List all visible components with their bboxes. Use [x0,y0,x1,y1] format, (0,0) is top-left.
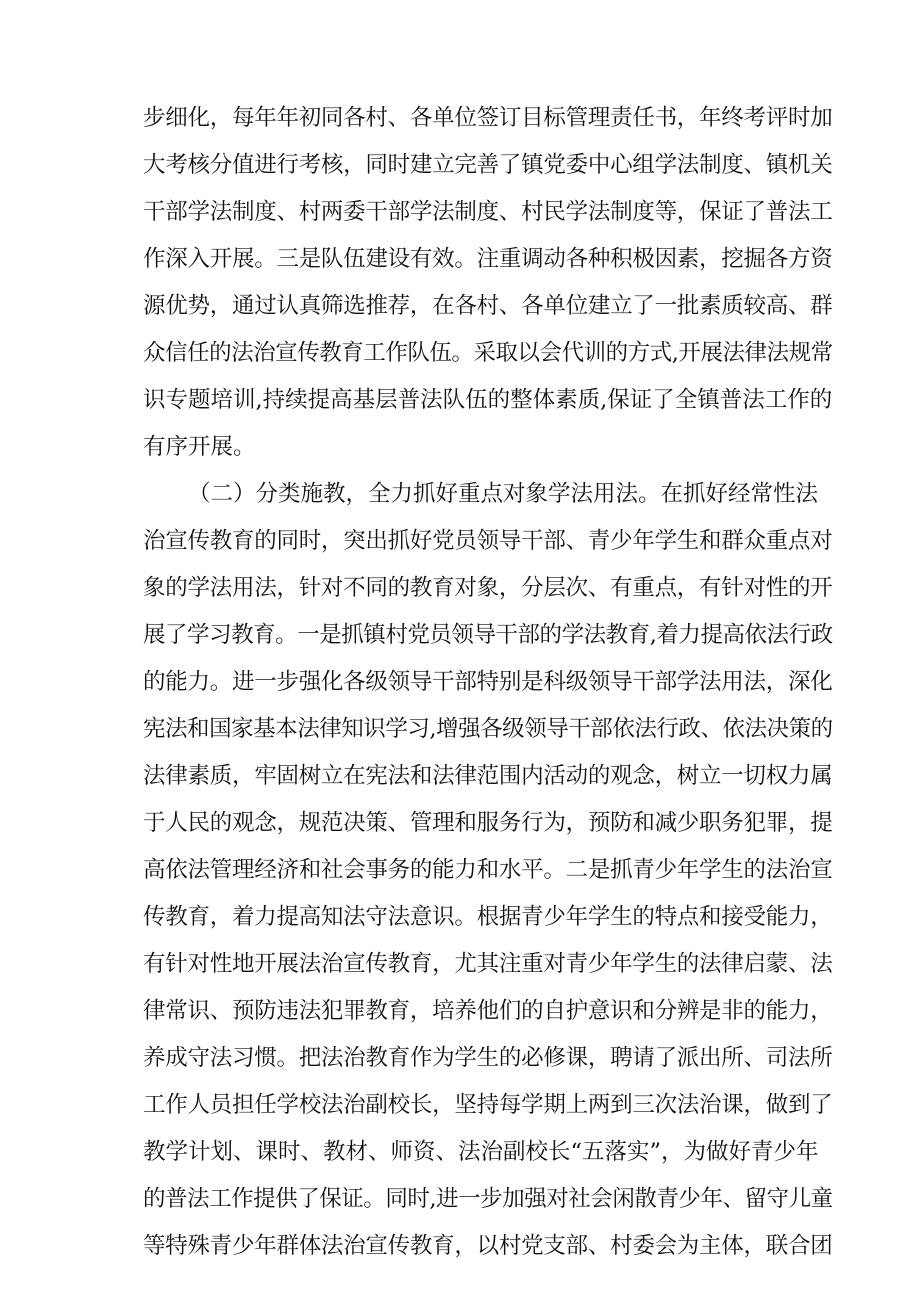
text-line: 有针对性地开展法治宣传教育，尤其注重对青少年学生的法律启蒙、法 [143,951,833,977]
text-line: 养成守法习惯。把法治教育作为学生的必修课，聘请了派出所、司法所 [143,1045,833,1071]
text-line: 象的学法用法，针对不同的教育对象，分层次、有重点，有针对性的开 [143,575,833,601]
text-line: 治宣传教育的同时，突出抓好党员领导干部、青少年学生和群众重点对 [143,528,833,554]
text-line: 的能力。进一步强化各级领导干部特别是科级领导干部学法用法，深化 [143,669,833,695]
text-line: 工作人员担任学校法治副校长，坚持每学期上两到三次法治课，做到了 [143,1092,833,1118]
text-line: 作深入开展。三是队伍建设有效。注重调动各种积极因素，挖掘各方资 [143,246,833,272]
text-line: 宪法和国家基本法律知识学习,增强各级领导干部依法行政、依法决策的 [143,716,833,742]
text-line: 教学计划、课时、教材、师资、法治副校长“五落实”，为做好青少年 [143,1139,819,1165]
text-line: 法律素质，牢固树立在宪法和法律范围内活动的观念，树立一切权力属 [143,763,833,789]
text-line: 有序开展。 [143,434,256,460]
text-line: 高依法管理经济和社会事务的能力和水平。二是抓青少年学生的法治宣 [143,857,833,883]
text-line: 的普法工作提供了保证。同时,进一步加强对社会闲散青少年、留守儿童 [143,1186,833,1212]
text-line: 源优势，通过认真筛选推荐，在各村、各单位建立了一批素质较高、群 [143,293,833,319]
text-line: 传教育，着力提高知法守法意识。根据青少年学生的特点和接受能力， [143,904,833,930]
text-line: 干部学法制度、村两委干部学法制度、村民学法制度等，保证了普法工 [143,199,833,225]
text-line: 众信任的法治宣传教育工作队伍。采取以会代训的方式,开展法律法规常 [143,340,833,366]
text-line: 步细化，每年年初同各村、各单位签订目标管理责任书，年终考评时加 [143,105,833,131]
text-line: 律常识、预防违法犯罪教育，培养他们的自护意识和分辨是非的能力， [143,998,833,1024]
text-line: 大考核分值进行考核，同时建立完善了镇党委中心组学法制度、镇机关 [143,152,833,178]
section-heading-line: （二）分类施教，全力抓好重点对象学法用法。在抓好经常性法 [188,481,819,507]
text-line: 展了学习教育。一是抓镇村党员领导干部的学法教育,着力提高依法行政 [143,622,833,648]
text-line: 于人民的观念，规范决策、管理和服务行为，预防和减少职务犯罪，提 [143,810,833,836]
text-line: 等特殊青少年群体法治宣传教育，以村党支部、村委会为主体，联合团 [143,1233,833,1259]
text-line: 识专题培训,持续提高基层普法队伍的整体素质,保证了全镇普法工作的 [143,387,833,413]
